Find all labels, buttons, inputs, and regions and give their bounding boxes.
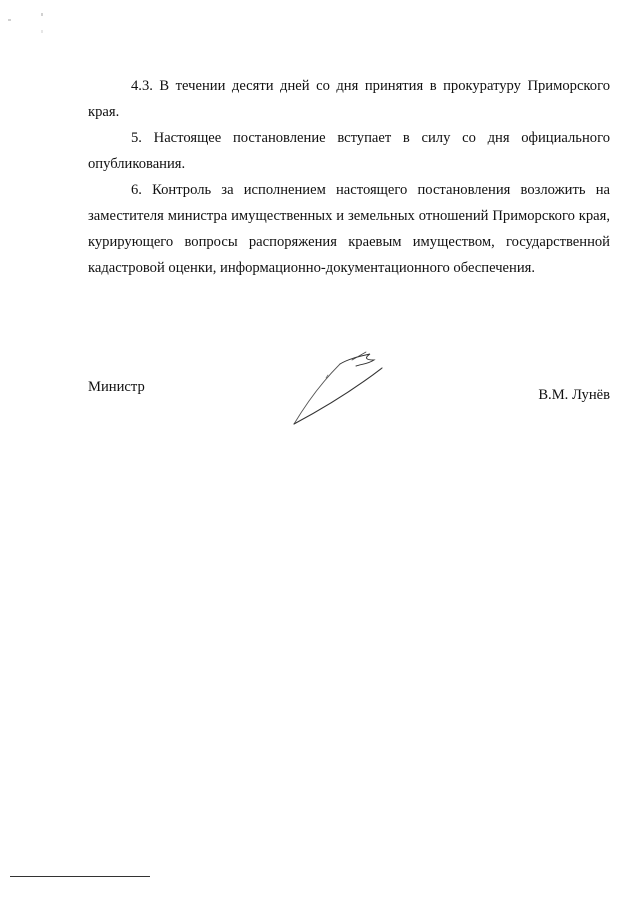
paragraph-6: 6. Контроль за исполнением настоящего постановления возложить на заместителя министра имущественных и земельных отношений Приморского края, курирующего вопросы распоряжения краевым имуществом, государственной кадастровой оценки, информационно-документационного обеспечения. xyxy=(88,182,610,276)
signer-position: Министр xyxy=(88,379,145,395)
paragraph-5: 5. Настоящее постановление вступает в силу со дня официального опубликования. xyxy=(88,130,610,172)
scan-corner-marks xyxy=(8,8,68,48)
signature-block xyxy=(88,370,610,470)
handwritten-signature xyxy=(248,348,388,448)
signer-name: В.М. Лунёв xyxy=(538,387,610,403)
paragraph-4-3: 4.3. В течении десяти дней со дня принятия в прокуратуру Приморского края. xyxy=(88,78,610,120)
footer-rule xyxy=(10,876,150,877)
document-body xyxy=(88,73,610,281)
